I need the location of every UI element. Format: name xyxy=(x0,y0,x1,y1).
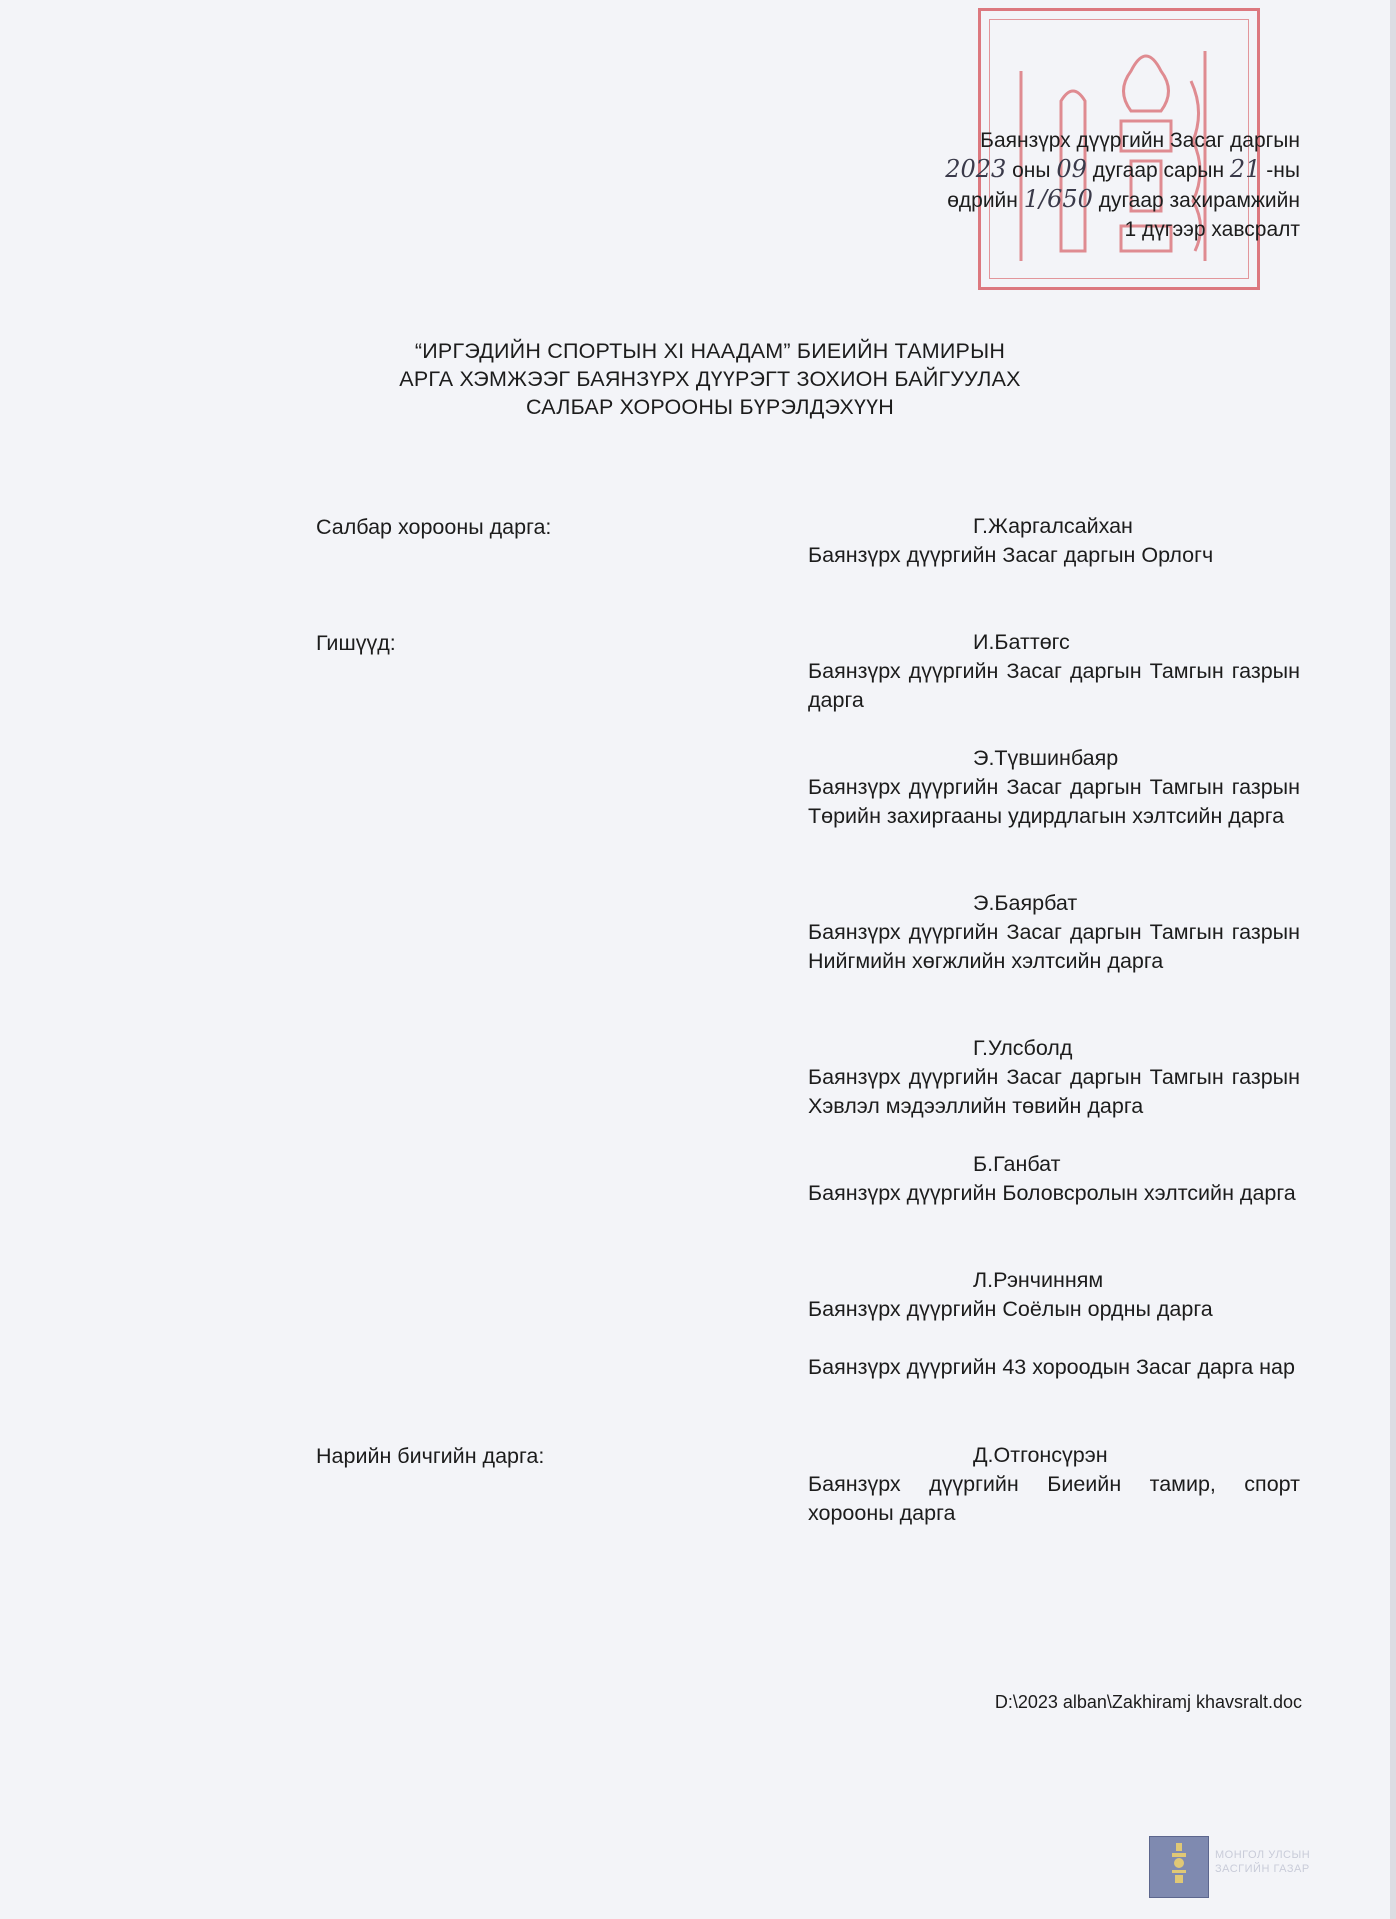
annex-line-3: өдрийн 1/650 дугаар захирамжийн xyxy=(947,185,1300,213)
annex-line-1: Баянзүрх дүүргийн Засаг даргын xyxy=(980,129,1300,152)
member-name: Б.Ганбат xyxy=(973,1152,1061,1176)
handwritten-year: 2023 xyxy=(945,155,1007,183)
page-edge-shadow xyxy=(1390,0,1396,1919)
member-position: Баянзүрх дүүргийн 43 хороодын Засаг дарга нар xyxy=(808,1355,1295,1379)
secretary-name: Д.Отгонсүрэн xyxy=(973,1443,1108,1467)
member-entry-3 xyxy=(808,889,1300,976)
annex-line-2: 2023 оны 09 дугаар сарын 21 -ны xyxy=(945,155,1300,183)
annex-header xyxy=(945,126,1300,244)
handwritten-month: 09 xyxy=(1056,155,1087,183)
soyombo-logo-icon xyxy=(1150,1837,1208,1897)
chair-entry xyxy=(808,512,1300,570)
member-position: Баянзүрх дүүргийн Засаг даргын Тамгын газрын Хэвлэл мэдээллийн төвийн дарга xyxy=(808,1065,1300,1118)
secretary-position: Баянзүрх дүүргийн Биеийн тамир, спорт хорооны дарга xyxy=(808,1472,1300,1525)
government-logo-icon xyxy=(1149,1836,1209,1898)
member-name: Л.Рэнчинням xyxy=(973,1268,1104,1292)
chair-name: Г.Жаргалсайхан xyxy=(973,514,1133,538)
member-position: Баянзүрх дүүргийн Засаг даргын Тамгын газрын дарга xyxy=(808,659,1300,712)
label-chair: Салбар хорооны дарга: xyxy=(316,515,552,539)
file-path-footer: D:\2023 alban\Zakhiramj khavsralt.doc xyxy=(994,1692,1302,1712)
member-entry-4 xyxy=(808,1034,1300,1121)
member-name: И.Баттөгс xyxy=(973,630,1070,654)
member-entry-7 xyxy=(808,1353,1300,1382)
member-position: Баянзүрх дүүргийн Засаг даргын Тамгын газрын Нийгмийн хөгжлийн хэлтсийн дарга xyxy=(808,920,1300,973)
handwritten-day: 21 xyxy=(1229,155,1261,183)
label-secretary: Нарийн бичгийн дарга: xyxy=(316,1444,545,1468)
member-name: Э.Түвшинбаяр xyxy=(973,746,1119,770)
document-title xyxy=(350,337,1070,421)
member-entry-1 xyxy=(808,628,1300,715)
member-entry-5 xyxy=(808,1150,1300,1208)
member-position: Баянзүрх дүүргийн Соёлын ордны дарга xyxy=(808,1297,1213,1321)
title-line-3: САЛБАР ХОРООНЫ БҮРЭЛДЭХҮҮН xyxy=(526,395,894,419)
member-entry-2 xyxy=(808,744,1300,831)
member-position: Баянзүрх дүүргийн Засаг даргын Тамгын газрын Төрийн захиргааны удирдлагын хэлтсийн дарга xyxy=(808,775,1300,828)
handwritten-order-number: 1/650 xyxy=(1023,185,1093,213)
title-line-2: АРГА ХЭМЖЭЭГ БАЯНЗҮРХ ДҮҮРЭГТ ЗОХИОН БАЙГУУЛАХ xyxy=(399,367,1021,391)
member-entry-6 xyxy=(808,1266,1300,1324)
annex-line-4: 1 дүгээр хавсралт xyxy=(1124,218,1300,241)
title-line-1: “ИРГЭДИЙН СПОРТЫН XI НААДАМ” БИЕИЙН ТАМИРЫН xyxy=(414,339,1006,363)
chair-position: Баянзүрх дүүргийн Засаг даргын Орлогч xyxy=(808,543,1214,567)
logo-caption: МОНГОЛ УЛСЫН ЗАСГИЙН ГАЗАР xyxy=(1215,1849,1311,1875)
member-position: Баянзүрх дүүргийн Боловсролын хэлтсийн дарга xyxy=(808,1181,1296,1205)
member-name: Г.Улсболд xyxy=(973,1036,1073,1060)
label-members: Гишүүд: xyxy=(316,631,396,655)
secretary-entry xyxy=(808,1441,1300,1528)
member-name: Э.Баярбат xyxy=(973,891,1078,915)
